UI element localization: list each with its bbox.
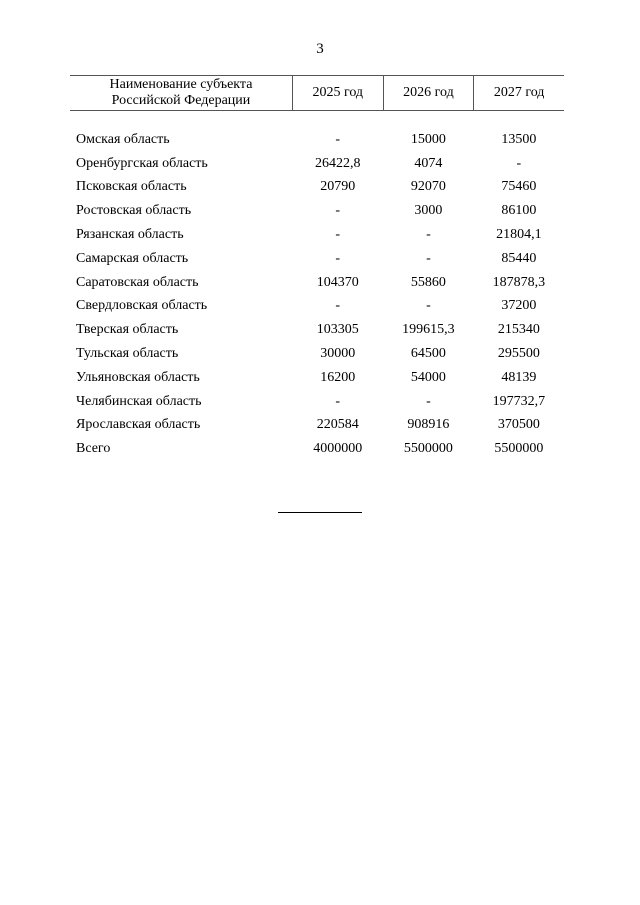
value-2026-cell: 55860: [410, 274, 446, 290]
table-row: [70, 295, 564, 319]
value-2026-cell: 15000: [410, 131, 446, 147]
header-2026: 2026 год: [383, 76, 474, 111]
header-region-name-line2: Российской Федерации: [111, 93, 251, 108]
table-row: [70, 223, 564, 247]
table-spacer: [70, 111, 564, 129]
region-name-cell: Тверская область: [76, 322, 179, 338]
value-2025-cell: -: [335, 250, 341, 266]
region-name-cell: Ульяновская область: [76, 369, 200, 385]
value-2026-cell: 5500000: [403, 441, 453, 457]
value-2025-cell: -: [335, 393, 341, 409]
value-2025-cell: 26422,8: [315, 155, 361, 171]
value-2027-cell: 187878,3: [492, 274, 546, 290]
table-header-row: [70, 76, 564, 111]
table-row: [70, 247, 564, 271]
table-row: [70, 271, 564, 295]
table-row: [70, 199, 564, 223]
value-2027-cell: 13500: [501, 131, 537, 147]
value-2027-cell: 370500: [497, 417, 540, 433]
region-name-cell: Омская область: [76, 131, 170, 147]
table-row: [70, 366, 564, 390]
value-2026-cell: 4074: [414, 155, 443, 171]
subsidy-table: [70, 75, 564, 461]
region-name-cell: Ростовская область: [76, 203, 192, 219]
table-row: [70, 176, 564, 200]
page-number: 3: [316, 41, 324, 57]
table-row: [70, 152, 564, 176]
value-2025-cell: 4000000: [313, 441, 363, 457]
value-2027-cell: 86100: [501, 203, 537, 219]
header-2025: 2025 год: [292, 76, 383, 111]
value-2025-cell: -: [335, 298, 341, 314]
region-name-cell: Псковская область: [76, 179, 187, 195]
value-2026-cell: 64500: [410, 346, 446, 362]
table-row: [70, 128, 564, 152]
value-2026-cell: -: [426, 393, 431, 409]
region-name-cell: Всего: [76, 441, 111, 457]
value-2025-cell: 104370: [316, 274, 359, 290]
table-row: [70, 414, 564, 438]
value-2026-cell: -: [426, 298, 431, 314]
table-row: [70, 318, 564, 342]
value-2026-cell: 3000: [414, 203, 443, 219]
region-name-cell: Саратовская область: [76, 274, 199, 290]
region-name-cell: Ярославская область: [76, 417, 201, 433]
region-name-cell: Тульская область: [76, 346, 179, 362]
value-2027-cell: 48139: [501, 369, 537, 385]
region-name-cell: Рязанская область: [76, 227, 184, 243]
value-2027-cell: 295500: [497, 346, 540, 362]
value-2026-cell: 54000: [410, 369, 446, 385]
value-2026-cell: 199615,3: [402, 322, 455, 338]
value-2025-cell: 220584: [316, 417, 359, 433]
value-2027-cell: 5500000: [494, 441, 544, 457]
value-2027-cell: 85440: [501, 250, 537, 266]
header-region-name: [70, 76, 292, 111]
header-region-name-line1: Наименование субъекта: [109, 77, 253, 92]
value-2026-cell: 908916: [407, 417, 450, 433]
value-2025-cell: 16200: [320, 369, 356, 385]
region-name-cell: Самарская область: [76, 250, 189, 266]
table-row: [70, 437, 564, 461]
table-body: [70, 111, 564, 462]
value-2025-cell: -: [335, 131, 341, 147]
header-2027: 2027 год: [474, 76, 564, 111]
value-2027-cell: 75460: [501, 179, 537, 195]
region-name-cell: Свердловская область: [76, 298, 208, 314]
value-2027-cell: 215340: [497, 322, 540, 338]
value-2025-cell: 20790: [320, 179, 356, 195]
value-2027-cell: 197732,7: [492, 393, 546, 409]
value-2027-cell: 21804,1: [496, 227, 542, 243]
value-2025-cell: 30000: [320, 346, 356, 362]
table-row: [70, 390, 564, 414]
value-2027-cell: -: [516, 155, 522, 171]
value-2025-cell: -: [335, 203, 341, 219]
region-name-cell: Оренбургская область: [76, 155, 208, 171]
value-2025-cell: 103305: [316, 322, 359, 338]
value-2026-cell: 92070: [410, 179, 446, 195]
end-rule: [278, 512, 362, 513]
region-name-cell: Челябинская область: [76, 393, 202, 409]
value-2026-cell: -: [426, 227, 431, 243]
table-row: [70, 342, 564, 366]
value-2025-cell: -: [335, 227, 341, 243]
value-2026-cell: -: [426, 250, 431, 266]
value-2027-cell: 37200: [501, 298, 537, 314]
